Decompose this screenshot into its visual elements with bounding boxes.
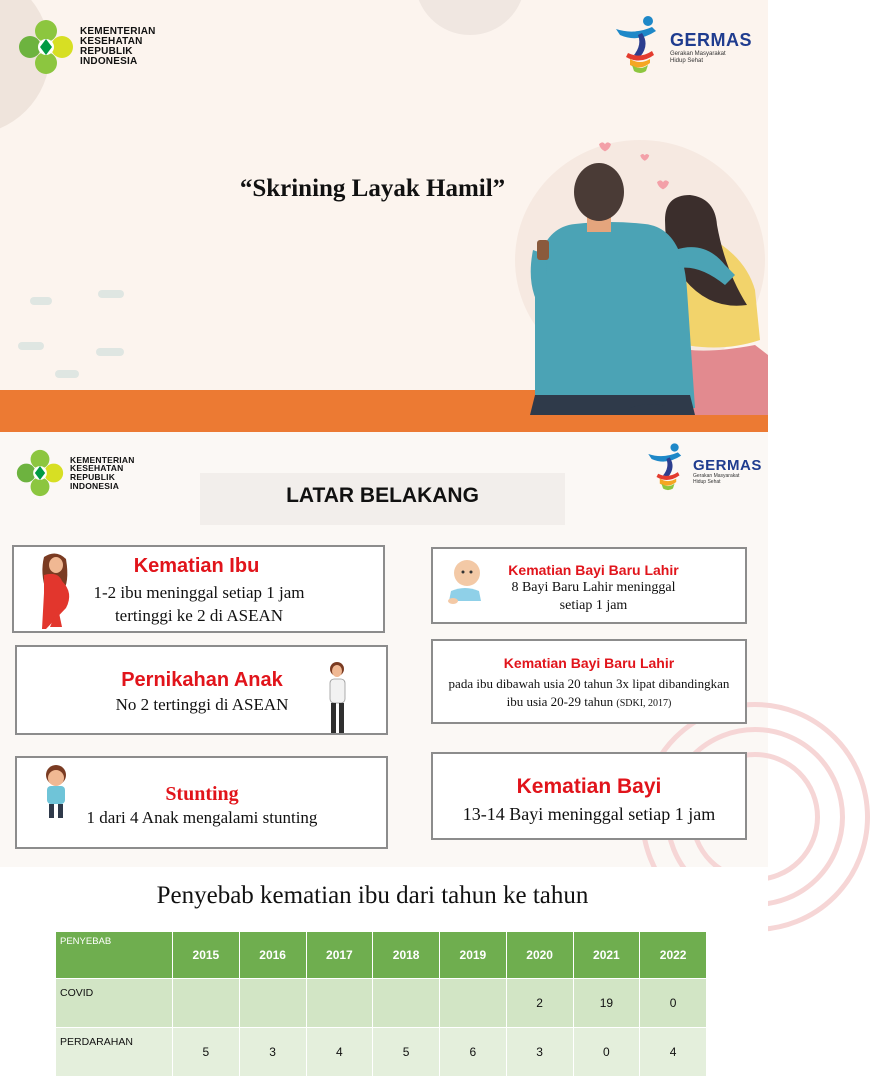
table-cell: 5 — [173, 1028, 240, 1077]
kemenkes-line: REPUBLIK — [80, 46, 133, 57]
germas-subtitle: Gerakan Masyarakat — [670, 51, 726, 57]
table-header: 2017 — [306, 932, 373, 979]
table-cell: 19 — [573, 979, 640, 1028]
card-heading: Kematian Ibu — [133, 555, 260, 577]
table-header: 2018 — [373, 932, 440, 979]
card-kematian-ibu — [12, 545, 385, 633]
card-kematian-bayi — [431, 752, 747, 840]
card-kematian-bayi-baru-lahir — [431, 547, 747, 624]
table-cell: 3 — [239, 1028, 306, 1077]
table-cell: 4 — [306, 1028, 373, 1077]
table-header: PENYEBAB — [56, 932, 173, 979]
kemenkes-logo — [16, 447, 135, 499]
decor-dash — [30, 297, 52, 305]
table-header: 2020 — [506, 932, 573, 979]
card-text — [433, 694, 745, 710]
germas-subtitle: Hidup Sehat — [693, 478, 721, 485]
kemenkes-line: KEMENTERIAN — [70, 454, 135, 465]
decor-dash — [18, 342, 44, 350]
table-cell: 4 — [640, 1028, 707, 1077]
kemenkes-line: KEMENTERIAN — [80, 25, 156, 37]
slide-title: LATAR BELAKANG — [286, 484, 479, 507]
decor-dash — [96, 348, 124, 356]
table-cell — [440, 979, 507, 1028]
card-heading: Kematian Bayi — [516, 775, 662, 798]
causes-table — [55, 931, 707, 1077]
card-text: setiap 1 jam — [559, 598, 628, 613]
table-cell — [239, 979, 306, 1028]
title-slide — [0, 0, 768, 432]
germas-wordmark: GERMAS — [693, 457, 762, 474]
card-text: 13-14 Bayi meninggal setiap 1 jam — [462, 804, 716, 824]
pregnant-woman-icon — [36, 553, 74, 629]
kemenkes-line: KESEHATAN — [80, 35, 143, 47]
germas-logo — [612, 15, 752, 77]
table-cell: 3 — [506, 1028, 573, 1077]
table-cell: 2 — [506, 979, 573, 1028]
table-header: 2021 — [573, 932, 640, 979]
card-heading: Stunting — [165, 783, 239, 805]
kemenkes-line: INDONESIA — [70, 480, 120, 491]
baby-icon — [445, 557, 485, 607]
kemenkes-line: INDONESIA — [80, 56, 138, 68]
table-cell — [173, 979, 240, 1028]
table-header: 2015 — [173, 932, 240, 979]
card-text: 8 Bayi Baru Lahir meninggal — [511, 580, 676, 595]
table-cell: 0 — [573, 1028, 640, 1077]
table-cell: 0 — [640, 979, 707, 1028]
germas-figure-icon — [645, 442, 691, 494]
kemenkes-line: REPUBLIK — [70, 472, 116, 482]
decor-dash — [55, 370, 79, 378]
kemenkes-emblem-icon — [18, 17, 74, 77]
table-row — [56, 979, 707, 1028]
background-slide — [0, 432, 768, 867]
kemenkes-line: KESEHATAN — [70, 463, 124, 474]
decor-blob — [415, 0, 525, 35]
card-text-main: ibu usia 20-29 tahun — [506, 694, 614, 709]
table-cell-label: PERDARAHAN — [56, 1028, 173, 1077]
table-header: 2022 — [640, 932, 707, 979]
card-heading: Pernikahan Anak — [121, 669, 283, 691]
card-kematian-bayi-baru-lahir-usia — [431, 639, 747, 724]
couple-illustration — [515, 140, 768, 432]
causes-slide — [0, 867, 768, 1059]
slide-title: Penyebab kematian ibu dari tahun ke tahun — [156, 882, 589, 909]
table-cell: 6 — [440, 1028, 507, 1077]
germas-subtitle: Gerakan Masyarakat — [693, 473, 740, 479]
card-text: No 2 tertinggi di ASEAN — [115, 695, 289, 714]
table-header: 2016 — [239, 932, 306, 979]
germas-logo — [645, 442, 762, 494]
table-row — [56, 1028, 707, 1077]
kemenkes-logo — [18, 17, 156, 77]
decor-dash — [98, 290, 124, 298]
table-header-row — [56, 932, 707, 979]
card-text: pada ibu dibawah usia 20 tahun 3x lipat dibandingkan — [448, 676, 730, 691]
card-text: tertinggi ke 2 di ASEAN — [114, 606, 284, 625]
kemenkes-emblem-icon — [16, 447, 64, 499]
germas-wordmark: GERMAS — [670, 30, 753, 50]
card-text: 1 dari 4 Anak mengalami stunting — [86, 808, 318, 827]
table-cell-label: COVID — [56, 979, 173, 1028]
germas-figure-icon — [612, 15, 668, 77]
card-heading: Kematian Bayi Baru Lahir — [508, 562, 679, 578]
table-header: 2019 — [440, 932, 507, 979]
slide-title: “Skrining Layak Hamil” — [239, 175, 506, 202]
germas-subtitle: Hidup Sehat — [670, 57, 704, 64]
card-pernikahan-anak — [15, 645, 388, 735]
source-citation: (SDKI, 2017) — [616, 698, 672, 709]
card-stunting — [15, 756, 388, 849]
table-cell — [306, 979, 373, 1028]
card-text: 1-2 ibu meninggal setiap 1 jam — [93, 583, 305, 602]
table-cell — [373, 979, 440, 1028]
girl-icon — [323, 659, 353, 739]
card-heading: Kematian Bayi Baru Lahir — [503, 655, 675, 671]
table-cell: 5 — [373, 1028, 440, 1077]
